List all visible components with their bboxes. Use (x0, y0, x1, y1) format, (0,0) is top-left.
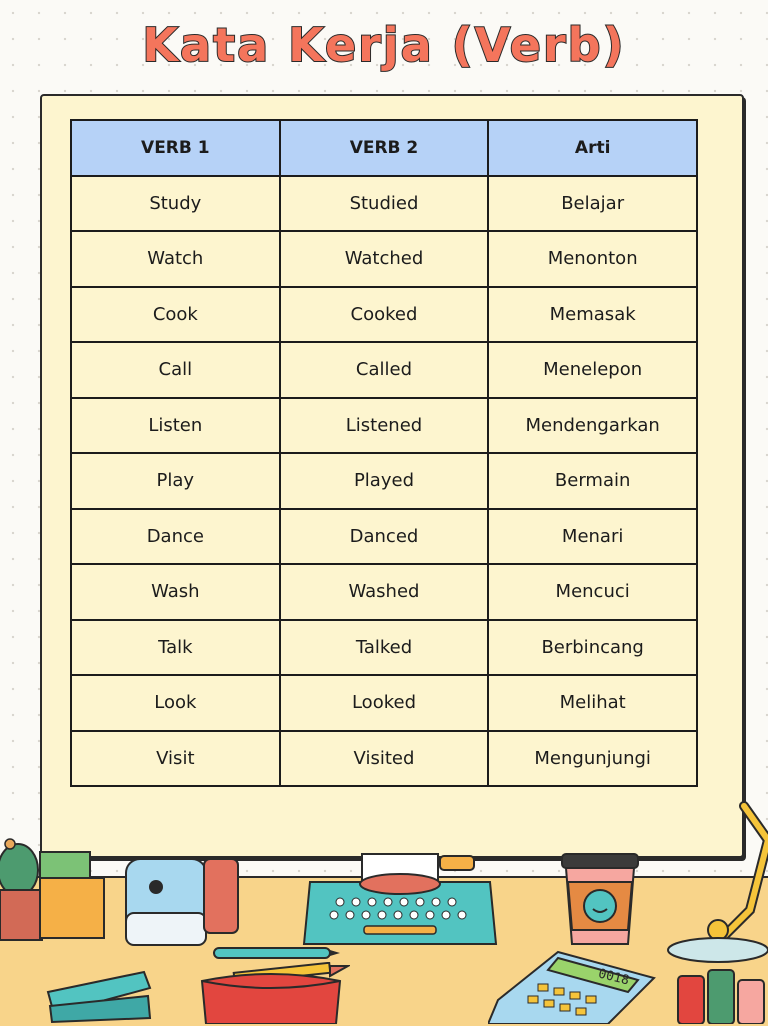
pencil-pouch-icon (196, 965, 346, 1024)
arti-cell: Mendengarkan (488, 398, 697, 454)
table-row (71, 287, 697, 343)
table-row (71, 342, 697, 398)
arti-cell: Mengunjungi (488, 731, 697, 787)
header-verb1: VERB 1 (71, 120, 280, 176)
arti-cell: Belajar (488, 176, 697, 232)
table-header-row (71, 120, 697, 176)
verb2-cell: Played (280, 453, 489, 509)
verb1-cell: Listen (71, 398, 280, 454)
arti-cell: Menelepon (488, 342, 697, 398)
table-row (71, 398, 697, 454)
arti-cell: Menonton (488, 231, 697, 287)
verb1-cell: Look (71, 675, 280, 731)
verb2-cell: Danced (280, 509, 489, 565)
verb2-cell: Visited (280, 731, 489, 787)
verb1-cell: Cook (71, 287, 280, 343)
arti-cell: Bermain (488, 453, 697, 509)
table-row (71, 675, 697, 731)
table-row (71, 564, 697, 620)
cactus-plant-icon (0, 830, 110, 950)
typewriter-icon (300, 852, 500, 952)
arti-cell: Melihat (488, 675, 697, 731)
verb-table (70, 119, 698, 787)
verb2-cell: Listened (280, 398, 489, 454)
verb1-cell: Play (71, 453, 280, 509)
stapler-icon (44, 962, 154, 1024)
header-arti: Arti (488, 120, 697, 176)
table-row (71, 231, 697, 287)
verb2-cell: Studied (280, 176, 489, 232)
marker-icon (668, 966, 768, 1024)
calculator-display: 0018 (596, 966, 631, 989)
table-row (71, 509, 697, 565)
verb2-cell: Washed (280, 564, 489, 620)
table-row (71, 731, 697, 787)
sharpener-icon (124, 855, 244, 950)
coffee-cup-icon (558, 852, 642, 948)
table-row (71, 453, 697, 509)
desk-lamp-icon (660, 770, 768, 970)
verb1-cell: Visit (71, 731, 280, 787)
verb1-cell: Study (71, 176, 280, 232)
verb2-cell: Called (280, 342, 489, 398)
verb2-cell: Watched (280, 231, 489, 287)
verb2-cell: Talked (280, 620, 489, 676)
verb1-cell: Talk (71, 620, 280, 676)
arti-cell: Berbincang (488, 620, 697, 676)
calculator-icon (488, 950, 658, 1024)
verb1-cell: Watch (71, 231, 280, 287)
verb1-cell: Wash (71, 564, 280, 620)
table-row (71, 620, 697, 676)
arti-cell: Mencuci (488, 564, 697, 620)
table-row (71, 176, 697, 232)
arti-cell: Memasak (488, 287, 697, 343)
verb2-cell: Cooked (280, 287, 489, 343)
verb2-cell: Looked (280, 675, 489, 731)
page-title: Kata Kerja (Verb) (142, 18, 626, 72)
arti-cell: Menari (488, 509, 697, 565)
verb1-cell: Call (71, 342, 280, 398)
verb1-cell: Dance (71, 509, 280, 565)
header-verb2: VERB 2 (280, 120, 489, 176)
